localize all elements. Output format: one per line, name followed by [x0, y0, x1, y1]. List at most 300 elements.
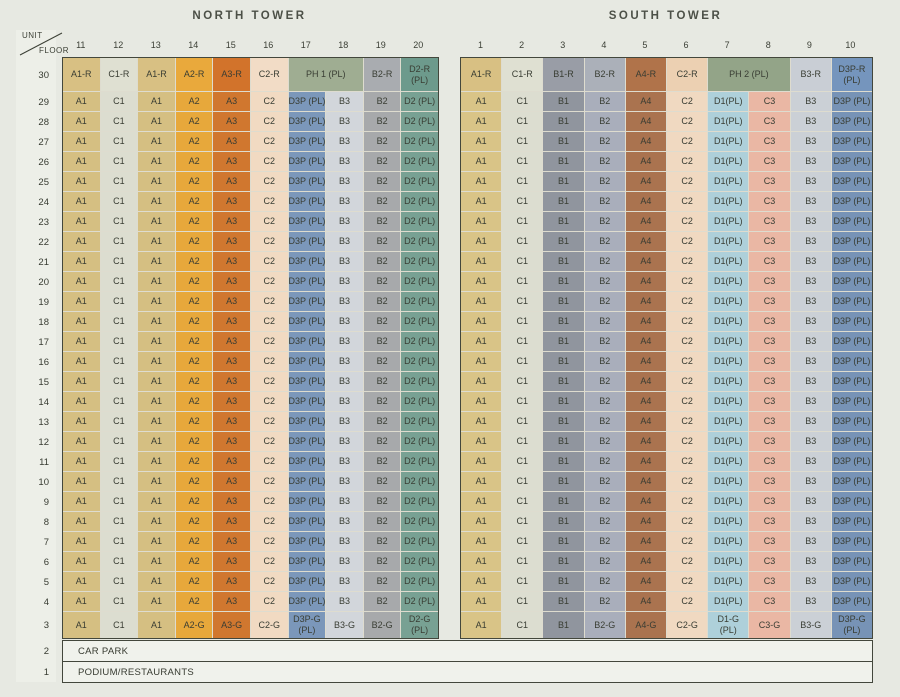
unit-cell	[461, 592, 501, 611]
unit-cell-label: D1(PL)	[714, 556, 743, 567]
unit-cell-label: D2 (PL)	[404, 556, 436, 567]
floor-label: 9	[43, 496, 49, 508]
unit-cell-label: A3	[226, 516, 238, 527]
diagonal-divider	[18, 31, 66, 57]
unit-cell-label: C3	[763, 376, 776, 387]
unit-cell	[213, 592, 250, 611]
unit-cell	[585, 232, 625, 251]
unit-cell-label: B2	[599, 596, 611, 607]
unit-cell-label: B2	[376, 416, 388, 427]
unit-cell	[138, 132, 175, 151]
unit-cell	[326, 152, 363, 171]
unit-cell-label: C2	[681, 296, 693, 307]
unit-cell	[667, 252, 707, 271]
unit-cell	[543, 352, 583, 371]
unit-cell	[832, 352, 872, 371]
unit-cell	[749, 592, 789, 611]
unit-cell	[708, 58, 789, 91]
unit-cell	[176, 212, 213, 231]
unit-cell	[364, 92, 401, 111]
unit-cell-label: C3-G	[758, 619, 781, 630]
unit-cell-label: A2	[188, 596, 200, 607]
unit-cell-label: C2-G	[676, 619, 698, 630]
unit-cell	[213, 192, 250, 211]
unit-cell	[213, 92, 250, 111]
unit-cell	[176, 58, 213, 91]
unit-cell	[708, 212, 748, 231]
north-tower-table	[62, 57, 439, 639]
unit-cell	[289, 232, 326, 251]
unit-cell-label: D3P (PL)	[833, 176, 871, 187]
unit-cell	[63, 412, 100, 431]
unit-cell-label: C2	[681, 496, 693, 507]
unit-cell-label: C2	[681, 396, 693, 407]
unit-cell-label: A1	[475, 136, 487, 147]
floor-row	[63, 412, 438, 431]
unit-cell	[63, 452, 100, 471]
unit-cell	[176, 292, 213, 311]
unit-cell	[251, 112, 288, 131]
unit-cell-label: D1(PL)	[714, 176, 743, 187]
unit-cell	[176, 552, 213, 571]
unit-cell-label: B2	[599, 256, 611, 267]
unit-cell-label: C2	[681, 236, 693, 247]
unit-cell-label: A3	[226, 276, 238, 287]
unit-cell	[213, 372, 250, 391]
unit-cell-label: A1	[75, 536, 87, 547]
unit-cell-label: C1	[113, 456, 125, 467]
unit-cell-label: A3	[226, 296, 238, 307]
unit-cell-label: B2	[376, 476, 388, 487]
unit-cell-label: D1(PL)	[714, 436, 743, 447]
unit-cell	[176, 232, 213, 251]
unit-cell-label: D2 (PL)	[404, 296, 436, 307]
unit-cell	[791, 592, 831, 611]
unit-cell-label: D3P (PL)	[833, 456, 871, 467]
unit-cell	[176, 612, 213, 638]
unit-cell-label: B3	[338, 516, 350, 527]
unit-cell-label: C1	[516, 436, 529, 447]
floor-label: 14	[38, 396, 49, 408]
unit-cell	[213, 572, 250, 591]
unit-cell-label: A4	[640, 196, 652, 207]
unit-cell	[502, 212, 542, 231]
unit-cell-label: B2	[376, 336, 388, 347]
unit-cell	[401, 212, 438, 231]
unit-cell	[708, 352, 748, 371]
unit-cell	[667, 492, 707, 511]
unit-cell	[749, 392, 789, 411]
unit-cell-label: B3	[805, 136, 817, 147]
unit-cell-label: C3	[763, 536, 776, 547]
unit-cell-label: C1	[516, 456, 529, 467]
unit-cell-label: D3P-G (PL)	[293, 614, 321, 635]
unit-cell-label: D1(PL)	[714, 536, 743, 547]
floor-row	[461, 412, 872, 431]
unit-cell	[461, 312, 501, 331]
unit-cell-label: D2 (PL)	[404, 196, 436, 207]
unit-cell-label: A1	[75, 136, 87, 147]
unit-cell	[708, 512, 748, 531]
unit-cell-label: D2-R (PL)	[409, 63, 431, 85]
floor-label: 20	[38, 276, 49, 288]
unit-cell-label: A1	[150, 136, 162, 147]
unit-cell	[251, 292, 288, 311]
unit-cell-label: B2	[599, 396, 611, 407]
unit-cell-label: C2	[681, 116, 693, 127]
unit-cell-label: C2	[263, 396, 276, 407]
unit-cell	[176, 432, 213, 451]
unit-cell	[626, 58, 666, 91]
unit-cell	[461, 552, 501, 571]
unit-cell-label: C1	[516, 516, 529, 527]
unit-cell	[543, 512, 583, 531]
unit-cell-label: PH 1 (PL)	[305, 69, 346, 80]
unit-cell	[289, 92, 326, 111]
unit-cell-label: C2	[681, 456, 693, 467]
unit-cell-label: A4	[640, 576, 652, 587]
unit-cell	[791, 352, 831, 371]
floor-row	[461, 172, 872, 191]
unit-cell	[461, 572, 501, 591]
unit-cell	[708, 492, 748, 511]
floor-row	[63, 212, 438, 231]
unit-cell-label: C1	[516, 236, 529, 247]
unit-cell-label: B1	[557, 216, 569, 227]
floor-row	[461, 252, 872, 271]
unit-cell	[585, 192, 625, 211]
unit-cell	[791, 192, 831, 211]
unit-cell-label: D2 (PL)	[404, 376, 436, 387]
unit-cell-label: D3P (PL)	[833, 436, 871, 447]
unit-cell	[326, 192, 363, 211]
unit-cell-label: A1	[475, 256, 487, 267]
unit-cell	[101, 312, 138, 331]
unit-cell-label: A2	[188, 136, 200, 147]
unit-cell-label: A1	[75, 316, 87, 327]
unit-cell	[791, 612, 831, 638]
unit-cell-label: D3P (PL)	[833, 396, 871, 407]
unit-cell	[832, 232, 872, 251]
unit-cell	[138, 272, 175, 291]
unit-cell	[101, 412, 138, 431]
unit-cell-label: A4	[640, 256, 652, 267]
unit-cell	[667, 552, 707, 571]
unit-cell-label: D1(PL)	[714, 576, 743, 587]
unit-cell	[289, 612, 326, 638]
unit-cell	[791, 312, 831, 331]
unit-number: 11	[76, 39, 86, 50]
unit-cell-label: C2	[263, 416, 276, 427]
unit-cell-label: D2 (PL)	[404, 336, 436, 347]
unit-cell-label: D1(PL)	[714, 396, 743, 407]
unit-cell-label: C1	[113, 476, 125, 487]
unit-cell-label: A1	[75, 236, 87, 247]
unit-cell	[326, 592, 363, 611]
unit-cell	[667, 58, 707, 91]
unit-cell-label: C3	[763, 436, 776, 447]
unit-cell-label: D2 (PL)	[404, 96, 436, 107]
unit-cell-label: B1	[557, 156, 569, 167]
unit-cell-label: A3	[226, 376, 238, 387]
unit-cell	[667, 292, 707, 311]
unit-cell-label: C3	[763, 176, 776, 187]
unit-cell	[585, 412, 625, 431]
unit-cell-label: C1	[113, 536, 125, 547]
unit-cell-label: C3	[763, 156, 776, 167]
unit-cell	[63, 272, 100, 291]
unit-cell	[543, 172, 583, 191]
unit-cell-label: D3P (PL)	[833, 556, 871, 567]
unit-cell-label: D2 (PL)	[404, 396, 436, 407]
floor-label: 22	[38, 236, 49, 248]
unit-cell	[667, 412, 707, 431]
unit-cell	[832, 212, 872, 231]
unit-cell-label: A1	[150, 336, 162, 347]
unit-cell-label: A4	[640, 296, 652, 307]
unit-cell-label: A1	[475, 96, 487, 107]
unit-cell-label: C2	[681, 336, 693, 347]
unit-cell	[63, 472, 100, 491]
unit-cell-label: A4	[640, 496, 652, 507]
unit-cell	[791, 432, 831, 451]
unit-cell	[63, 552, 100, 571]
unit-cell-label: A1	[475, 556, 487, 567]
unit-cell-label: B2	[376, 156, 388, 167]
unit-cell-label: A1	[75, 176, 87, 187]
unit-cell-label: B2	[376, 436, 388, 447]
unit-cell-label: B2	[376, 396, 388, 407]
floor-row	[63, 92, 438, 111]
unit-cell	[585, 592, 625, 611]
unit-cell	[364, 332, 401, 351]
unit-cell-label: C2-R	[258, 69, 280, 80]
unit-cell-label: C1-R	[511, 69, 533, 80]
unit-cell	[543, 312, 583, 331]
unit-cell	[401, 552, 438, 571]
unit-cell	[543, 412, 583, 431]
unit-cell-label: B3	[805, 196, 817, 207]
unit-cell	[401, 372, 438, 391]
unit-cell-label: C1	[113, 136, 125, 147]
unit-cell	[176, 472, 213, 491]
unit-cell	[749, 192, 789, 211]
unit-cell	[749, 132, 789, 151]
unit-cell-label: C1	[516, 576, 529, 587]
floor-label: 2	[43, 646, 49, 657]
unit-cell	[364, 272, 401, 291]
unit-cell	[749, 92, 789, 111]
unit-cell	[63, 512, 100, 531]
unit-cell	[502, 92, 542, 111]
unit-cell-label: B1	[557, 596, 569, 607]
unit-cell-label: B2	[599, 216, 611, 227]
floor-row	[461, 452, 872, 471]
unit-cell-label: D3P (PL)	[288, 96, 326, 107]
unit-cell	[502, 492, 542, 511]
unit-cell-label: B1	[557, 496, 569, 507]
unit-cell-label: B2	[599, 236, 611, 247]
unit-cell-label: B2	[376, 316, 388, 327]
unit-cell	[176, 192, 213, 211]
unit-cell-label: D2 (PL)	[404, 436, 436, 447]
unit-cell-label: C1	[113, 316, 125, 327]
unit-cell	[543, 372, 583, 391]
unit-cell-label: A1	[150, 576, 162, 587]
unit-cell-label: A2	[188, 316, 200, 327]
floor-label: 24	[38, 196, 49, 208]
unit-number: 5	[642, 39, 648, 50]
unit-cell	[791, 512, 831, 531]
unit-cell	[749, 332, 789, 351]
unit-cell	[502, 172, 542, 191]
unit-cell	[585, 212, 625, 231]
unit-cell-label: C2	[681, 556, 693, 567]
unit-cell	[101, 452, 138, 471]
unit-cell	[101, 272, 138, 291]
unit-cell	[708, 112, 748, 131]
unit-cell-label: B2	[376, 216, 388, 227]
unit-cell-label: C3	[763, 216, 776, 227]
unit-cell	[326, 352, 363, 371]
unit-cell	[543, 392, 583, 411]
unit-cell	[289, 392, 326, 411]
unit-cell-label: D3P (PL)	[288, 556, 326, 567]
unit-cell-label: D1(PL)	[714, 136, 743, 147]
unit-cell	[213, 552, 250, 571]
floor-row	[461, 432, 872, 451]
unit-cell-label: B2	[599, 356, 611, 367]
unit-cell	[176, 112, 213, 131]
unit-cell-label: D3P (PL)	[833, 236, 871, 247]
floor-row	[63, 512, 438, 531]
unit-cell-label: B2	[376, 356, 388, 367]
unit-cell	[138, 292, 175, 311]
unit-cell-label: A1	[75, 216, 87, 227]
unit-number: 4	[601, 39, 607, 50]
floor-label: 29	[38, 96, 49, 108]
unit-cell	[543, 592, 583, 611]
unit-cell	[461, 412, 501, 431]
unit-cell	[326, 132, 363, 151]
unit-cell	[543, 572, 583, 591]
unit-cell	[101, 132, 138, 151]
unit-cell-label: C3	[763, 276, 776, 287]
unit-cell	[101, 58, 138, 91]
unit-cell	[401, 392, 438, 411]
unit-cell-label: B2	[376, 236, 388, 247]
unit-cell	[401, 592, 438, 611]
unit-cell	[502, 572, 542, 591]
unit-cell	[832, 152, 872, 171]
car-park-row	[63, 641, 872, 662]
unit-cell-label: B2	[599, 576, 611, 587]
unit-cell-label: C1	[516, 536, 529, 547]
unit-cell	[326, 112, 363, 131]
unit-cell	[101, 92, 138, 111]
unit-cell	[461, 172, 501, 191]
unit-cell-label: B1	[557, 96, 569, 107]
unit-cell-label: B2	[376, 456, 388, 467]
south-unit-numbers	[460, 38, 871, 51]
unit-cell-label: C2	[681, 576, 693, 587]
unit-cell-label: B2	[376, 516, 388, 527]
unit-cell-label: B3	[338, 156, 350, 167]
unit-cell	[101, 292, 138, 311]
unit-cell	[461, 372, 501, 391]
unit-cell-label: A4	[640, 376, 652, 387]
unit-cell-label: C1	[113, 196, 125, 207]
unit-cell	[708, 452, 748, 471]
unit-cell	[502, 532, 542, 551]
unit-cell-label: B2	[599, 516, 611, 527]
unit-cell-label: C1	[516, 276, 529, 287]
unit-cell-label: A1	[75, 456, 87, 467]
unit-cell-label: C1	[113, 416, 125, 427]
unit-cell	[176, 532, 213, 551]
unit-cell	[251, 592, 288, 611]
unit-cell	[138, 432, 175, 451]
unit-cell-label: C1	[516, 96, 529, 107]
unit-cell	[176, 392, 213, 411]
unit-cell-label: B3	[805, 156, 817, 167]
unit-cell	[251, 432, 288, 451]
unit-cell	[791, 392, 831, 411]
unit-cell	[543, 452, 583, 471]
unit-cell-label: B2	[376, 576, 388, 587]
unit-cell	[461, 472, 501, 491]
unit-cell-label: D1(PL)	[714, 96, 743, 107]
unit-cell	[543, 532, 583, 551]
unit-cell	[626, 492, 666, 511]
unit-cell	[461, 432, 501, 451]
unit-cell-label: C1	[113, 576, 125, 587]
unit-cell-label: C2	[263, 496, 276, 507]
unit-cell	[791, 252, 831, 271]
unit-cell	[502, 132, 542, 151]
unit-cell	[626, 512, 666, 531]
unit-cell	[832, 292, 872, 311]
unit-cell	[364, 392, 401, 411]
unit-cell	[289, 512, 326, 531]
unit-cell	[791, 132, 831, 151]
unit-cell	[401, 612, 438, 638]
unit-cell-label: A1	[75, 336, 87, 347]
unit-cell-label: B2	[599, 476, 611, 487]
unit-cell-label: A1-R	[71, 69, 92, 80]
unit-cell-label: A3	[226, 456, 238, 467]
unit-cell-label: B2-R	[594, 69, 615, 80]
unit-cell	[585, 472, 625, 491]
unit-cell	[791, 472, 831, 491]
unit-cell-label: C3	[763, 316, 776, 327]
unit-cell	[543, 272, 583, 291]
unit-cell-label: B2	[376, 116, 388, 127]
unit-cell-label: C3	[763, 136, 776, 147]
unit-cell-label: A4	[640, 216, 652, 227]
unit-cell-label: A3	[226, 596, 238, 607]
unit-cell-label: D2 (PL)	[404, 156, 436, 167]
unit-cell	[832, 412, 872, 431]
unit-cell	[401, 272, 438, 291]
unit-cell-label: C3	[763, 576, 776, 587]
unit-cell	[502, 192, 542, 211]
unit-cell-label: A3-R	[221, 69, 242, 80]
unit-cell-label: B2	[599, 416, 611, 427]
unit-cell-label: D3P (PL)	[288, 396, 326, 407]
unit-cell	[791, 152, 831, 171]
unit-cell-label: C2	[681, 216, 693, 227]
